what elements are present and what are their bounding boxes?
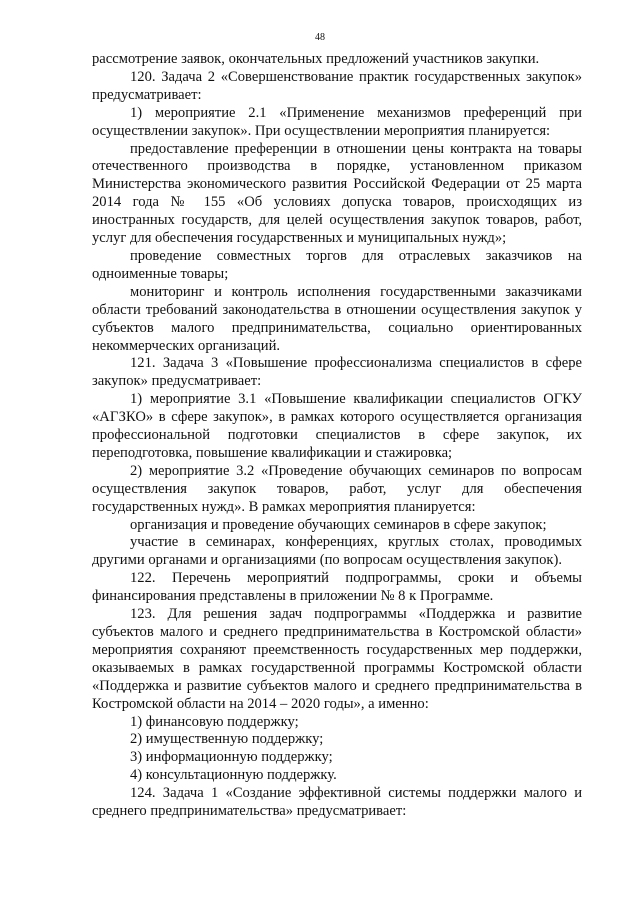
paragraph-122: 122. Перечень мероприятий подпрограммы, сроки и объемы финансирования представлены в приложении № 8 к Программе.: [92, 570, 582, 605]
paragraph-123: 123. Для решения задач подпрограммы «Поддержка и развитие субъектов малого и среднего предпринимательства в Костромской области» мероприятия сохраняют преемственность государственных мер поддержки, оказываемых в рамках государственной программы Костромской области «Поддержка и развитие субъектов малого и среднего предпринимательства в Костромской области на 2014 – 2020 годы», а именно:: [92, 606, 582, 712]
list-item-financial: 1) финансовую поддержку;: [130, 713, 299, 730]
list-item-consulting: 4) консультационную поддержку.: [130, 767, 337, 784]
paragraph-participation: участие в семинарах, конференциях, круглых столах, проводимых другими органами и организациями (по вопросам осуществления закупок).: [92, 534, 582, 569]
paragraph-124: 124. Задача 1 «Создание эффективной системы поддержки малого и среднего предпринимательства» предусматривает:: [92, 785, 582, 820]
paragraph-seminars: организация и проведение обучающих семинаров в сфере закупок;: [130, 516, 547, 533]
paragraph-measure-3-1: 1) мероприятие 3.1 «Повышение квалификации специалистов ОГКУ «АГЗКО» в сфере закупок», в рамках которого осуществляется организация профессиональной подготовки специалистов в сфере закупок, их переподготовка, повышение квалификации и стажировка;: [92, 391, 582, 461]
paragraph-preferences: предоставление преференции в отношении цены контракта на товары отечественного производства в порядке, установленном приказом Министерства экономического развития Российской Федерации от 25 марта 2014 года № 155 «Об условиях допуска товаров, происходящих из иностранных государств, для целей осуществления закупок товаров, работ, услуг для обеспечения государственных и муниципальных нужд»;: [92, 140, 582, 247]
page-number: 48: [315, 32, 325, 43]
paragraph-120: 120. Задача 2 «Совершенствование практик государственных закупок» предусматривает:: [92, 68, 582, 103]
paragraph-continuation: рассмотрение заявок, окончательных предложений участников закупки.: [92, 51, 540, 67]
paragraph-joint-tenders: проведение совместных торгов для отраслевых заказчиков на одноименные товары;: [92, 247, 582, 282]
paragraph-121: 121. Задача 3 «Повышение профессионализма специалистов в сфере закупок» предусматривает:: [92, 355, 582, 390]
paragraph-measure-3-2: 2) мероприятие 3.2 «Проведение обучающих семинаров по вопросам осуществления закупок товаров, работ, услуг для обеспечения государственных нужд». В рамках мероприятия планируется:: [92, 462, 582, 515]
list-item-property: 2) имущественную поддержку;: [130, 731, 324, 748]
paragraph-measure-2-1: 1) мероприятие 2.1 «Применение механизмов преференций при осуществлении закупок». При осуществлении мероприятия планируется:: [92, 104, 582, 139]
paragraph-monitoring: мониторинг и контроль исполнения государственными заказчиками области требований законодательства в отношении осуществления закупок у субъектов малого предпринимательства, социально ориентированных некоммерческих организаций.: [92, 283, 582, 354]
list-item-information: 3) информационную поддержку;: [130, 749, 333, 766]
document-body: [92, 51, 582, 821]
